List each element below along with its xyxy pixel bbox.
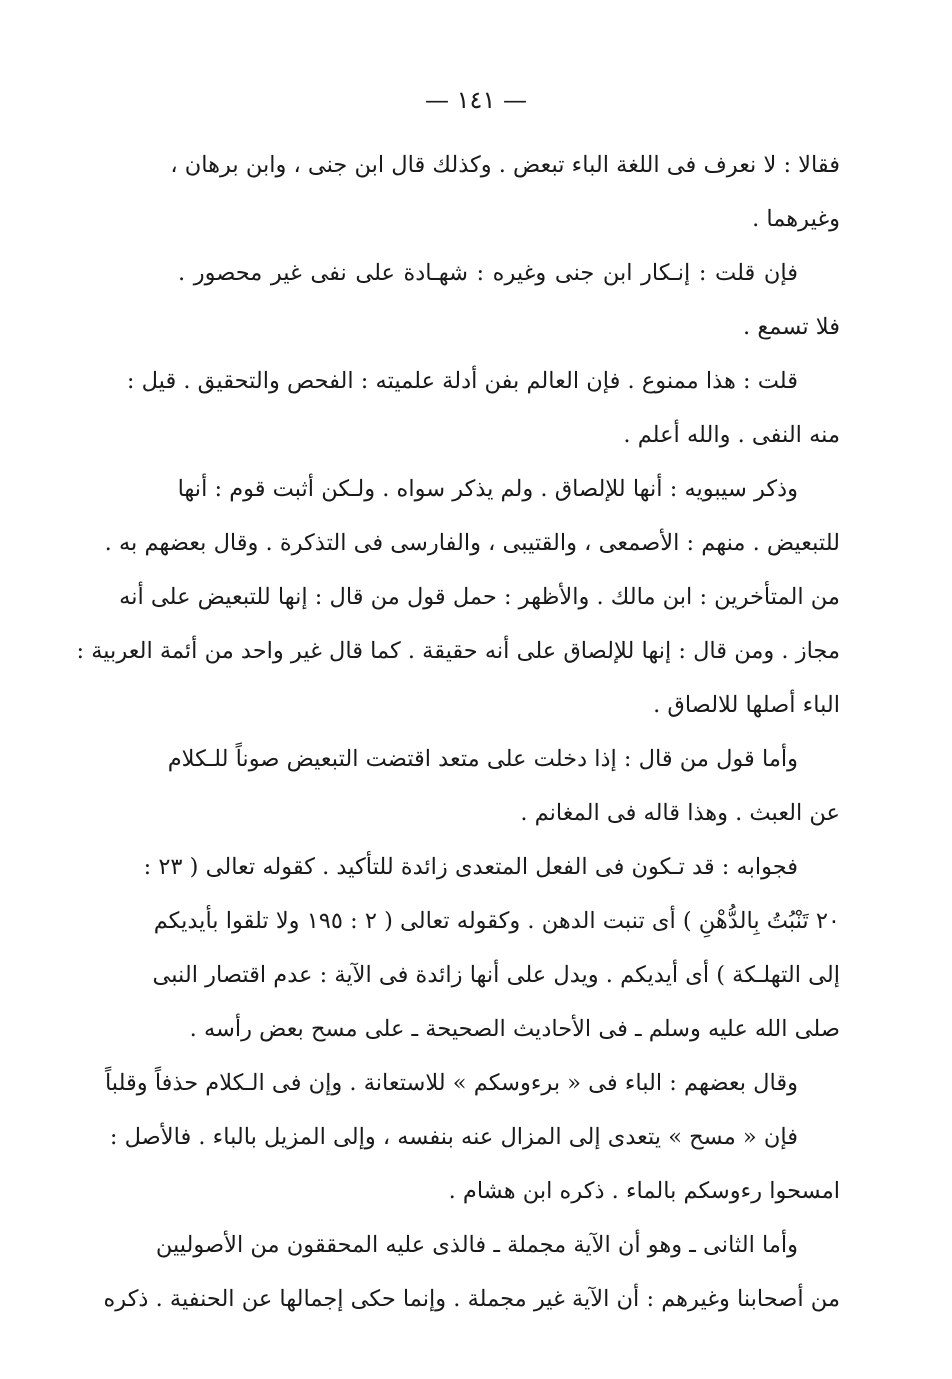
text-line: فقالا : لا نعرف فى اللغة الباء تبعض . وكذلك قال ابن جنى ، وابن برهان ، <box>170 152 840 178</box>
text-line: وغيرهما . <box>752 206 840 232</box>
text-line: من المتأخرين : ابن مالك . والأظهر : حمل قول من قال : إنها للتبعيض على أنه <box>119 584 840 610</box>
text-line: قلت : هذا ممنوع . فإن العالم بفن أدلة علميته : الفحص والتحقيق . قيل : <box>126 368 798 394</box>
text-line: صلى الله عليه وسلم ـ فى الأحاديث الصحيحة ـ على مسح بعض رأسه . <box>189 1016 840 1042</box>
body-text <box>76 138 840 1326</box>
text-line: عن العبث . وهذا قاله فى المغانم . <box>520 800 840 826</box>
text-line: وأما قول من قال : إذا دخلت على متعد اقتضت التبعيض صوناً للـكلام <box>167 746 798 772</box>
text-line: ٢٠ تَنْبُتُ بِالدُّهْنِ ) أى تنبت الدهن . وكقوله تعالى ( ٢ : ١٩٥ ولا تلقوا بأيديكم <box>153 908 840 934</box>
text-line: إلى التهلـكة ) أى أيديكم . ويدل على أنها زائدة فى الآية : عدم اقتصار النبى <box>152 962 840 988</box>
text-line: للتبعيض . منهم : الأصمعى ، والقتيبى ، والفارسى فى التذكرة . وقال بعضهم به . <box>104 530 840 556</box>
text-line: وأما الثانى ـ وهو أن الآية مجملة ـ فالذى عليه المحققون من الأصوليين <box>155 1232 798 1258</box>
text-line: منه النفى . والله أعلم . <box>623 422 840 448</box>
page-number: — ١٤١ — <box>425 86 527 114</box>
text-line: فجوابه : قد تـكون فى الفعل المتعدى زائدة للتأكيد . كقوله تعالى ( ٢٣ : <box>143 854 798 880</box>
text-line: وذكر سيبويه : أنها للإلصاق . ولم يذكر سواه . ولـكن أثبت قوم : أنها <box>177 476 798 502</box>
text-line: فإن « مسح » يتعدى إلى المزال عنه بنفسه ، وإلى المزيل بالباء . فالأصل : <box>109 1124 798 1150</box>
text-line: وقال بعضهم : الباء فى « برءوسكم » للاستعانة . وإن فى الـكلام حذفاً وقلباً <box>104 1070 798 1096</box>
text-line: امسحوا رءوسكم بالماء . ذكره ابن هشام . <box>448 1178 840 1204</box>
text-line: من أصحابنا وغيرهم : أن الآية غير مجملة . وإنما حكى إجمالها عن الحنفية . ذكره <box>103 1286 840 1312</box>
text-line: الباء أصلها للالصاق . <box>653 692 840 718</box>
text-line: فلا تسمع . <box>743 314 840 340</box>
text-line: فإن قلت : إنـكار ابن جنى وغيره : شهـادة على نفى غير محصور . <box>178 260 798 286</box>
text-line: مجاز . ومن قال : إنها للإلصاق على أنه حقيقة . كما قال غير واحد من أئمة العربية : <box>76 638 840 664</box>
